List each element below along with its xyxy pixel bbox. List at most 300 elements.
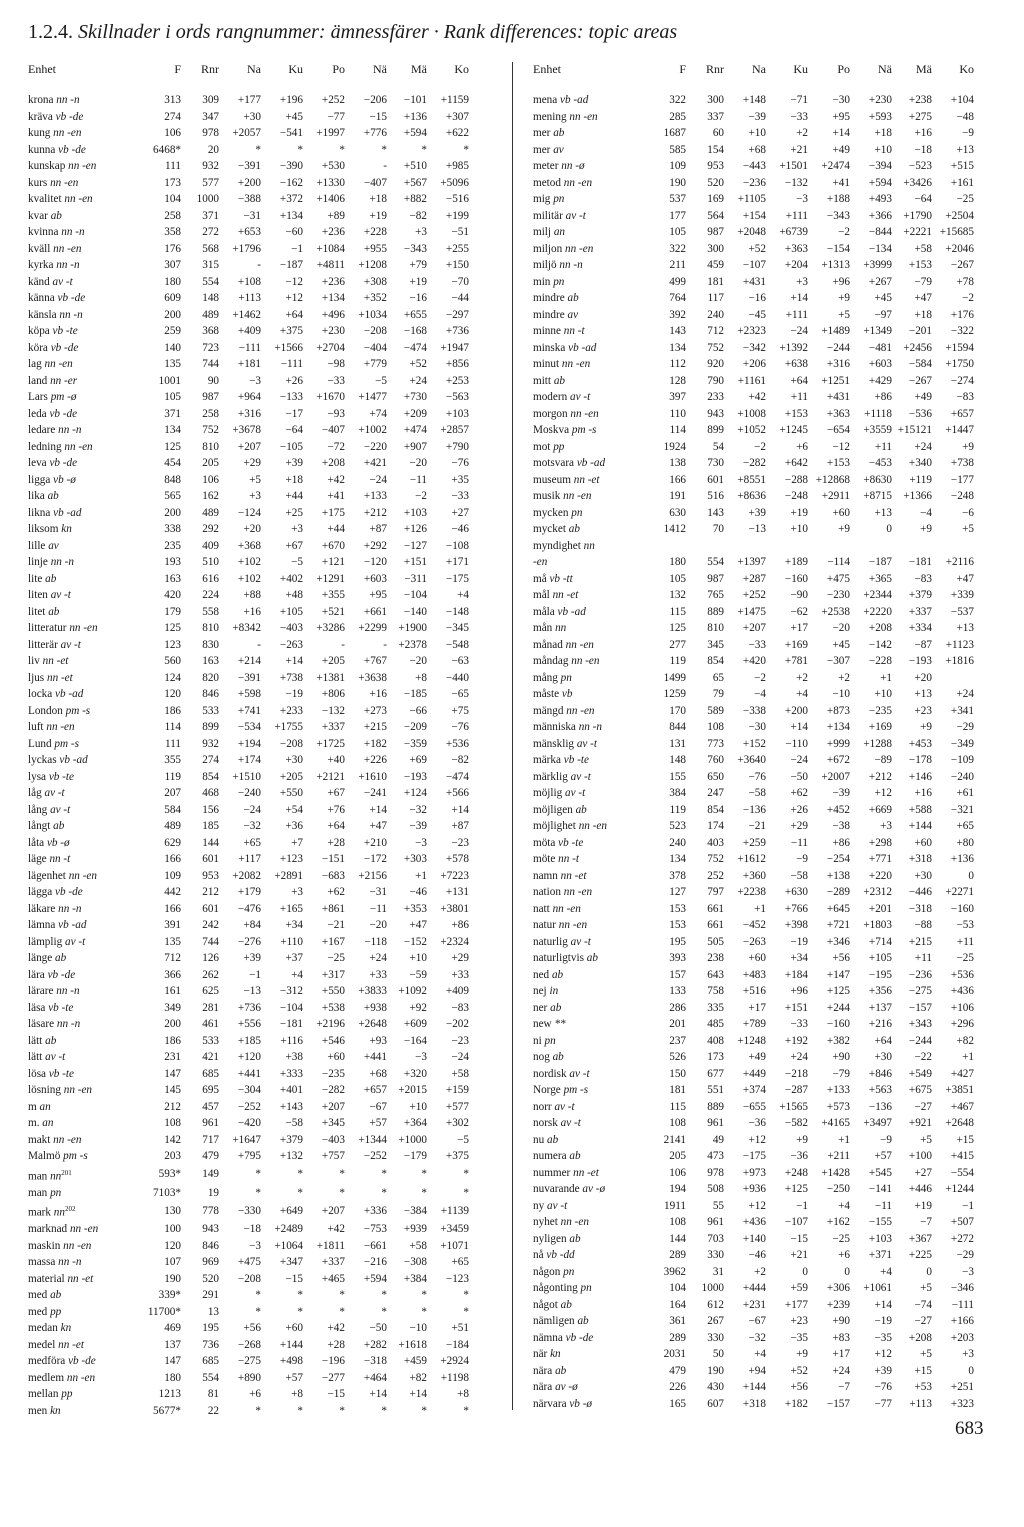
value-cell: 778 [202, 1205, 219, 1218]
value-cell: +33 [451, 968, 469, 981]
entry-cell [533, 422, 645, 439]
lemma: nog [533, 1051, 550, 1063]
value-cell: +113 [909, 1397, 932, 1410]
table-row [533, 455, 974, 472]
value-cell: +64 [285, 308, 303, 321]
table-row [533, 1082, 974, 1099]
value-cell: 345 [707, 638, 724, 651]
value-cell: 133 [669, 985, 686, 997]
value-cell: 274 [164, 110, 181, 123]
value-cell: +133 [826, 1084, 850, 1096]
value-cell: −330 [237, 1205, 261, 1218]
value-cell: −160 [784, 572, 808, 585]
value-cell: −50 [790, 770, 808, 783]
value-cell: 568 [202, 242, 219, 255]
value-cell: 752 [707, 853, 724, 865]
entry-cell [28, 1016, 140, 1033]
table-row [28, 1353, 469, 1370]
value-cell: −58 [790, 869, 808, 882]
word-class-tag: av -t [576, 737, 598, 750]
value-cell: +1618 [398, 1338, 427, 1351]
lemma: nation [533, 886, 561, 898]
table-row [28, 307, 469, 324]
value-cell: 157 [669, 968, 686, 981]
value-cell: +236 [321, 226, 345, 238]
value-cell: 242 [202, 919, 219, 931]
value-cell: +39 [748, 506, 766, 519]
value-cell: +1947 [440, 341, 469, 354]
value-cell: 3962 [663, 1265, 686, 1278]
value-cell: +153 [784, 407, 808, 420]
value-cell: +4 [291, 968, 303, 981]
value-cell: +9 [796, 1348, 808, 1360]
table-row [28, 191, 469, 208]
lemma: mängd [533, 704, 564, 717]
entry-cell [533, 1132, 645, 1149]
value-cell: −244 [826, 341, 850, 354]
table-row [533, 571, 974, 588]
value-cell: +2324 [440, 935, 469, 948]
value-cell: +873 [826, 704, 850, 717]
value-cell: +189 [784, 556, 808, 568]
value-cell: 661 [707, 919, 724, 931]
value-cell: −12 [285, 275, 303, 288]
value-cell: +409 [237, 325, 261, 337]
value-cell: −15 [790, 1232, 808, 1245]
word-class-tag: vb -te [52, 325, 78, 337]
value-cell: 554 [707, 556, 724, 568]
table-row [28, 769, 469, 786]
value-cell: −241 [363, 787, 387, 799]
value-cell: +9 [920, 721, 932, 733]
entry-cell [28, 1238, 140, 1255]
value-cell: +41 [327, 490, 345, 502]
value-cell: 150 [669, 1067, 686, 1080]
value-cell: +365 [868, 572, 892, 585]
table-row [533, 620, 974, 637]
value-cell: 337 [707, 110, 724, 123]
value-cell: +106 [950, 1001, 974, 1014]
value-cell: 277 [669, 638, 686, 651]
lemma: ligga [28, 473, 51, 486]
value-cell: 163 [164, 572, 181, 585]
word-class-tag: pn [553, 193, 565, 205]
value-cell: −90 [790, 589, 808, 601]
word-class-tag: pm -s [65, 704, 91, 717]
word-class-tag: vb -te [48, 1001, 74, 1014]
value-cell: 65 [712, 671, 724, 684]
value-cell: 601 [202, 902, 219, 915]
table-row [533, 1016, 974, 1033]
value-cell: 489 [164, 820, 181, 832]
value-cell: +151 [784, 1001, 808, 1014]
value-cell: +104 [950, 94, 974, 106]
value-cell: +185 [237, 1034, 261, 1047]
table-row [533, 191, 974, 208]
value-cell: +133 [363, 490, 387, 502]
value-cell: 289 [669, 1331, 686, 1344]
word-class-tag: ab [47, 490, 59, 502]
value-cell: 106 [202, 473, 219, 486]
value-cell: −141 [868, 1183, 892, 1195]
value-cell: * [339, 1186, 345, 1199]
lemma: kunna [28, 143, 56, 156]
value-cell: +116 [280, 1034, 303, 1047]
value-cell: +86 [832, 836, 850, 849]
value-cell: 134 [164, 424, 181, 436]
table-row [28, 1271, 469, 1288]
value-cell: −76 [451, 721, 469, 733]
value-cell: +15685 [939, 226, 974, 238]
value-cell: +767 [363, 655, 387, 667]
word-class-tag: av [48, 539, 59, 552]
value-cell: 105 [669, 226, 686, 238]
value-cell: +5 [920, 1348, 932, 1360]
value-cell: +2057 [232, 127, 261, 139]
lemma: nämligen [533, 1315, 575, 1327]
word-class-tag: vb -ø [53, 473, 76, 486]
value-cell: +538 [321, 1001, 345, 1014]
value-cell: −2 [962, 292, 974, 304]
value-cell: −20 [832, 622, 850, 634]
value-cell: +110 [280, 935, 303, 948]
entry-cell [28, 1370, 140, 1387]
value-cell: 330 [707, 1249, 724, 1261]
value-cell: 100 [164, 1223, 181, 1236]
entry-cell [533, 983, 645, 1000]
value-cell: 961 [707, 1117, 724, 1129]
value-cell: +153 [826, 457, 850, 469]
entry-cell [533, 439, 645, 456]
value-cell: +53 [914, 1381, 932, 1393]
value-cell: +8630 [863, 473, 892, 486]
value-cell: +1510 [232, 770, 261, 783]
value-cell: +36 [285, 820, 303, 832]
lemma: nära [533, 1364, 553, 1377]
value-cell: −32 [243, 820, 261, 832]
value-cell: * [463, 1289, 469, 1302]
value-cell: +4 [880, 1265, 892, 1278]
value-cell: +199 [445, 209, 469, 222]
entry-cell [28, 901, 140, 918]
value-cell: 773 [707, 737, 724, 750]
entry-cell [533, 818, 645, 835]
entry-cell [28, 1386, 140, 1403]
value-cell: 224 [202, 589, 219, 601]
word-class-tag: nn -en [53, 127, 82, 139]
value-cell: +8715 [863, 490, 892, 502]
word-class-tag: vb -de [68, 1355, 96, 1368]
word-class-tag: av -t [565, 787, 586, 799]
word-class-tag: ab [552, 1051, 564, 1063]
value-cell: −202 [445, 1018, 469, 1030]
value-cell: 238 [707, 952, 724, 964]
value-cell: +144 [908, 820, 932, 832]
value-cell: −342 [742, 341, 766, 354]
value-cell: 430 [707, 1381, 724, 1393]
value-cell: 162 [202, 490, 219, 502]
value-cell: −93 [327, 407, 345, 420]
value-cell: 262 [202, 968, 219, 981]
value-cell: +96 [832, 275, 850, 288]
lemma: norsk [533, 1117, 558, 1129]
column-header: Na [247, 62, 261, 76]
value-cell: +3851 [945, 1084, 974, 1096]
value-cell: −308 [403, 1256, 427, 1269]
value-cell: −216 [363, 1256, 387, 1269]
column-header: F [174, 62, 181, 76]
value-cell: +165 [279, 902, 303, 915]
table-row [533, 818, 974, 835]
value-cell: +211 [827, 1150, 850, 1162]
value-cell: −114 [827, 556, 850, 568]
word-class-tag: vb -de [49, 407, 78, 420]
table-row [533, 307, 974, 324]
value-cell: 115 [669, 1100, 686, 1113]
value-cell: +441 [363, 1051, 387, 1063]
value-cell: 200 [164, 308, 181, 321]
value-cell: 169 [707, 193, 724, 205]
value-cell: −27 [914, 1315, 932, 1327]
column-header: Ko [959, 62, 974, 76]
value-cell: +47 [409, 919, 427, 931]
value-cell: +103 [403, 506, 427, 519]
lemma: ner [533, 1001, 548, 1014]
lemma: någonting [533, 1282, 578, 1294]
entry-cell [533, 1264, 645, 1281]
value-cell: +1349 [863, 325, 892, 337]
value-cell: +337 [321, 1256, 345, 1269]
word-class-tag: pm -s [54, 737, 79, 750]
value-cell: −311 [404, 572, 427, 585]
value-cell: +1750 [945, 358, 974, 370]
value-cell: +74 [369, 407, 387, 420]
value-cell: +255 [445, 242, 469, 255]
value-cell: +14 [874, 1298, 892, 1311]
entry-cell [28, 92, 140, 109]
value-cell: 203 [164, 1150, 181, 1162]
value-cell: −24 [369, 473, 387, 486]
word-class-tag: nn -en [570, 407, 599, 420]
value-cell: +134 [321, 292, 345, 304]
table-row [533, 241, 974, 258]
lemma: myndighet [533, 539, 581, 552]
value-cell: +806 [321, 688, 345, 700]
value-cell: −21 [327, 919, 345, 931]
value-cell: +19 [790, 506, 808, 519]
entry-cell [28, 967, 140, 984]
word-class-tag: in [549, 985, 559, 997]
word-class-tag: nn -en [50, 176, 79, 189]
value-cell [892, 538, 932, 555]
value-cell: 661 [707, 902, 724, 915]
word-class-tag: nn -en [64, 193, 93, 205]
value-cell: +355 [321, 589, 345, 601]
value-cell: +28 [327, 1338, 345, 1351]
value-cell: +150 [445, 259, 469, 271]
table-row [28, 406, 469, 423]
value-cell: 384 [669, 787, 686, 799]
entry-cell [28, 1099, 140, 1116]
value-cell: * [381, 143, 387, 156]
value-cell: 685 [202, 1355, 219, 1368]
word-class-tag: ab [569, 1232, 581, 1245]
value-cell: −160 [826, 1018, 850, 1030]
word-class-tag: nn -et [42, 655, 69, 667]
value-cell: −240 [950, 770, 974, 783]
value-cell: +248 [784, 1166, 808, 1179]
word-class-tag: kn [550, 1348, 561, 1360]
lemma: nej [533, 985, 547, 997]
entry-cell [28, 158, 140, 175]
value-cell: +10 [409, 952, 427, 964]
table-row [533, 1280, 974, 1297]
table-row [28, 1082, 469, 1099]
value-cell: −60 [285, 226, 303, 238]
table-row [28, 1132, 469, 1149]
table-row [28, 703, 469, 720]
value-cell: +4 [796, 688, 808, 700]
lemma: lösa [28, 1067, 47, 1080]
entry-cell [28, 587, 140, 604]
value-cell: +16 [914, 787, 932, 799]
value-cell: +1034 [358, 308, 387, 321]
value-cell: −388 [237, 193, 261, 205]
value-cell: 166 [164, 902, 181, 915]
entry-cell [28, 323, 140, 340]
value-cell: +1816 [945, 655, 974, 667]
value-cell: +776 [363, 127, 387, 139]
value-cell: +137 [868, 1001, 892, 1014]
value-cell: +64 [790, 374, 808, 387]
value-cell: +113 [238, 292, 261, 304]
value-cell: −20 [409, 655, 427, 667]
value-cell: +2504 [945, 209, 974, 222]
table-row [28, 637, 469, 654]
value-cell: +131 [445, 886, 469, 898]
value-cell: +374 [742, 1084, 766, 1096]
word-class-tag: vb -ad [55, 688, 84, 700]
table-row [533, 653, 974, 670]
value-cell: −35 [874, 1331, 892, 1344]
entry-cell [28, 1185, 140, 1202]
value-cell [724, 538, 766, 555]
value-cell: +2271 [945, 886, 974, 898]
value-cell: +13 [956, 622, 974, 634]
table-row [28, 1320, 469, 1337]
entry-cell [28, 950, 140, 967]
entry-cell [533, 158, 645, 175]
column-header: Ku [793, 62, 808, 76]
value-cell: −83 [956, 391, 974, 403]
word-class-tag: av -t [50, 589, 71, 601]
word-class-tag: vb -te [48, 1067, 74, 1080]
lemma: milj [533, 226, 552, 238]
lemma: kurs [28, 176, 48, 189]
value-cell: +594 [403, 127, 427, 139]
word-class-tag: vb -ad [576, 457, 606, 469]
entry-cell [28, 868, 140, 885]
value-cell: +103 [445, 407, 469, 420]
value-cell: −9 [962, 127, 974, 139]
value-cell: −523 [908, 160, 932, 172]
value-cell: 212 [202, 886, 219, 898]
lemma: kvar [28, 209, 48, 222]
value-cell: 315 [202, 259, 219, 271]
value-cell: +29 [790, 820, 808, 832]
entry-cell [28, 521, 140, 538]
table-row [28, 455, 469, 472]
value-cell: - [341, 638, 345, 651]
value-cell: +2924 [440, 1355, 469, 1368]
value-cell: +302 [445, 1117, 469, 1129]
value-cell: +62 [790, 787, 808, 799]
entry-cell [533, 1379, 645, 1396]
word-class-tag: kn [50, 1404, 61, 1417]
value-cell: +2221 [903, 226, 932, 238]
value-cell: 177 [669, 209, 686, 222]
value-cell: +296 [950, 1018, 974, 1030]
lemma: lag [28, 358, 42, 370]
value-cell: −13 [748, 523, 766, 535]
table-row [533, 406, 974, 423]
value-cell: 140 [164, 341, 181, 354]
value-cell: +1997 [316, 127, 345, 139]
table-row [28, 934, 469, 951]
section-number: 1.2.4. [28, 21, 73, 43]
value-cell: +88 [243, 589, 261, 601]
lemma: natt [533, 902, 550, 915]
value-cell: −175 [445, 572, 469, 585]
value-cell: −16 [748, 292, 766, 304]
lemma: leva [28, 457, 47, 469]
table-row [533, 851, 974, 868]
value-cell: 111 [165, 737, 181, 750]
value-cell: +521 [321, 605, 345, 618]
word-class-tag: ab [45, 1034, 57, 1047]
value-cell: 300 [707, 242, 724, 255]
value-cell: 854 [202, 770, 219, 783]
value-cell: 155 [669, 770, 686, 783]
value-cell: +9 [838, 292, 850, 304]
value-cell: −1 [962, 1199, 974, 1212]
value-cell: +9 [838, 523, 850, 535]
value-cell: +48 [285, 589, 303, 601]
word-class-tag: pp [553, 440, 565, 453]
value-cell: 409 [202, 539, 219, 552]
value-cell: +936 [742, 1183, 766, 1195]
value-cell: +789 [742, 1018, 766, 1030]
value-cell: 765 [707, 589, 724, 601]
value-cell: 533 [202, 1034, 219, 1047]
table-row [28, 1221, 469, 1238]
value-cell: +790 [445, 440, 469, 453]
value-cell: +75 [451, 704, 469, 717]
value-cell: +21 [790, 143, 808, 156]
value-cell: −208 [363, 325, 387, 337]
value-cell: +59 [790, 1282, 808, 1294]
value-cell: −403 [321, 1133, 345, 1146]
value-cell: −25 [832, 1232, 850, 1245]
value-cell: 469 [164, 1322, 181, 1335]
table-row [28, 1370, 469, 1387]
value-cell: 703 [707, 1232, 724, 1245]
value-cell: 473 [707, 1150, 724, 1162]
table-row [28, 818, 469, 835]
value-cell: +24 [369, 952, 387, 964]
value-cell: +493 [868, 193, 892, 205]
value-cell: +267 [868, 275, 892, 288]
